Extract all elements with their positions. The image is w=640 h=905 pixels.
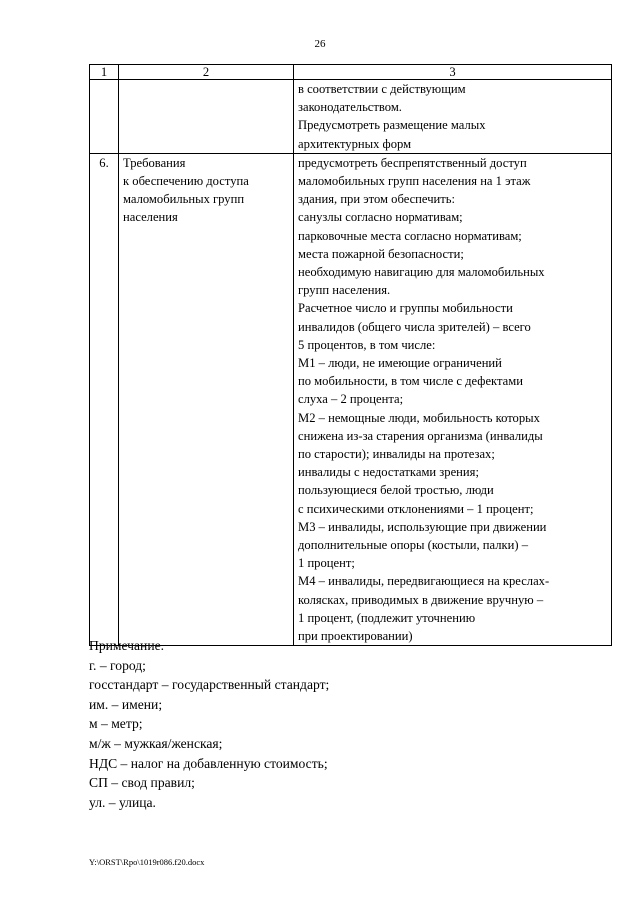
content-line: 5 процентов, в том числе: — [298, 337, 436, 352]
header-col-1: 1 — [90, 65, 119, 80]
page-number: 26 — [314, 38, 326, 50]
note-item: СП – свод правил; — [89, 775, 195, 791]
content-line: инвалиды с недостатками зрения; — [298, 465, 479, 480]
content-line: здания, при этом обеспечить: — [298, 192, 456, 207]
note-item: м – метр; — [89, 716, 143, 732]
name-line: маломобильных групп — [123, 192, 245, 207]
note-item: г. – город; — [89, 657, 146, 673]
content-line: М1 – люди, не имеющие ограничений — [298, 356, 502, 371]
content-line: места пожарной безопасности; — [298, 246, 464, 261]
content-line: Предусмотреть размещение малых — [298, 118, 486, 133]
row-6-content — [294, 153, 612, 645]
content-line: Расчетное число и группы мобильности — [298, 301, 513, 316]
content-line: 1 процент, (подлежит уточнению — [298, 610, 476, 625]
content-line: слуха – 2 процента; — [298, 392, 404, 407]
content-line: групп населения. — [298, 283, 391, 298]
row-6-name — [119, 153, 294, 645]
table-row-continued — [90, 80, 612, 154]
content-line: в соответствии с действующим — [298, 82, 466, 96]
notes-section — [89, 636, 329, 812]
note-item: м/ж – мужкая/женская; — [89, 735, 223, 751]
note-item: госстандарт – государственный стандарт; — [89, 677, 330, 693]
header-col-2: 2 — [119, 65, 294, 80]
content-line: пользующиеся белой тростью, люди — [298, 483, 494, 498]
content-line: при проектировании) — [298, 629, 413, 644]
row-continued-content — [294, 80, 612, 154]
note-item: НДС – налог на добавленную стоимость; — [89, 755, 328, 771]
content-line: парковочные места согласно нормативам; — [298, 228, 522, 243]
name-line: Требования — [123, 155, 186, 170]
content-line: санузлы согласно нормативам; — [298, 210, 463, 225]
note-item: им. – имени; — [89, 696, 163, 712]
content-line: 1 процент; — [298, 556, 355, 571]
content-line: колясках, приводимых в движение вручную – — [298, 592, 544, 607]
notes-title: Примечание. — [89, 638, 165, 653]
content-line: законодательством. — [298, 100, 402, 115]
name-line: населения — [123, 210, 178, 225]
header-col-3: 3 — [294, 65, 612, 80]
row-6-number: 6. — [90, 153, 119, 645]
content-line: М4 – инвалиды, передвигающиеся на креслах- — [298, 574, 550, 589]
table-row-6 — [90, 153, 612, 645]
row-continued-name — [119, 80, 294, 154]
row-continued-number — [90, 80, 119, 154]
content-line: маломобильных групп населения на 1 этаж — [298, 174, 531, 189]
content-line: М2 – немощные люди, мобильность которых — [298, 410, 540, 425]
table-header-row — [90, 65, 612, 80]
requirements-table — [89, 64, 612, 646]
name-line: к обеспечению доступа — [123, 174, 249, 189]
content-line: предусмотреть беспрепятственный доступ — [298, 155, 527, 170]
content-line: по старости); инвалиды на протезах; — [298, 447, 495, 462]
footer-file-path: Y:\ORST\Rpo\1019r086.f20.docx — [89, 857, 205, 867]
content-line: инвалидов (общего числа зрителей) – всего — [298, 319, 531, 334]
content-line: необходимую навигацию для маломобильных — [298, 265, 545, 280]
content-line: дополнительные опоры (костыли, палки) – — [298, 538, 529, 553]
content-line: по мобильности, в том числе с дефектами — [298, 374, 523, 389]
content-line: М3 – инвалиды, использующие при движении — [298, 519, 547, 534]
note-item: ул. – улица. — [89, 794, 156, 810]
content-line: архитектурных форм — [298, 136, 412, 151]
content-line: снижена из-за старения организма (инвалиды — [298, 428, 543, 443]
content-line: с психическими отклонениями – 1 процент; — [298, 501, 534, 516]
